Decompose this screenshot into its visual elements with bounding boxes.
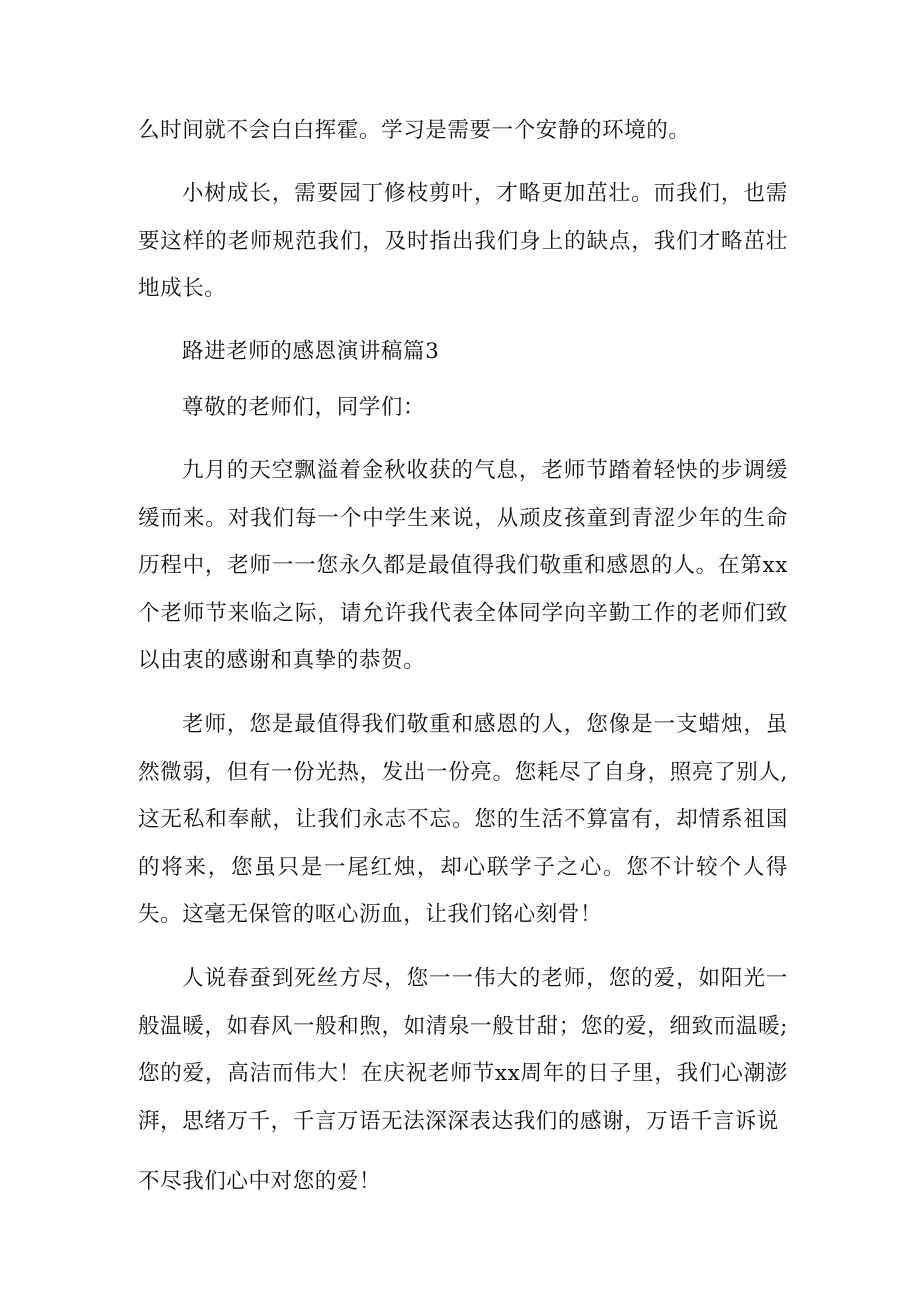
paragraph-candle: 老师，您是最值得我们敬重和感恩的人，您像是一支蜡烛，虽然微弱，但有一份光热，发出一份亮。您耗尽了自身，照亮了别人,这无私和奉献，让我们永志不忘。您的生活不算富有，却情系祖国的将来，您虽只是一尾红烛，却心联学子之心。您不计较个人得失。这毫无保管的呕心沥血，让我们铭心刻骨！ (138, 712, 788, 927)
salutation: 尊敬的老师们，同学们： (182, 395, 426, 420)
section-heading: 路进老师的感恩演讲稿篇3 (182, 339, 440, 364)
paragraph-continuation: 么时间就不会白白挥霍。学习是需要一个安静的环境的。 (138, 118, 691, 143)
paragraph-closing: 不尽我们心中对您的爱！ (138, 1169, 382, 1194)
paragraph-silkworm: 人说春蚕到死丝方尽，您一一伟大的老师，您的爱，如阳光一般温暖，如春风一般和煦，如清泉一般甘甜；您的爱，细致而温暖;您的爱，高洁而伟大！在庆祝老师节xx周年的日子里，我们心潮澎湃，思绪万千，千言万语无法深深表达我们的感谢，万语千言诉说 (138, 966, 788, 1134)
paragraph-september: 九月的天空飘溢着金秋收获的气息，老师节踏着轻快的步调缓缓而来。对我们每一个中学生来说，从顽皮孩童到青涩少年的生命历程中，老师一一您永久都是最值得我们敬重和感恩的人。在第xx个老师节来临之际，请允许我代表全体同学向辛勤工作的老师们致以由衷的感谢和真挚的恭贺。 (138, 458, 788, 673)
paragraph-sapling: 小树成长，需要园丁修枝剪叶，才略更加茁壮。而我们，也需要这样的老师规范我们，及时指出我们身上的缺点，我们才略茁壮地成长。 (138, 181, 788, 301)
